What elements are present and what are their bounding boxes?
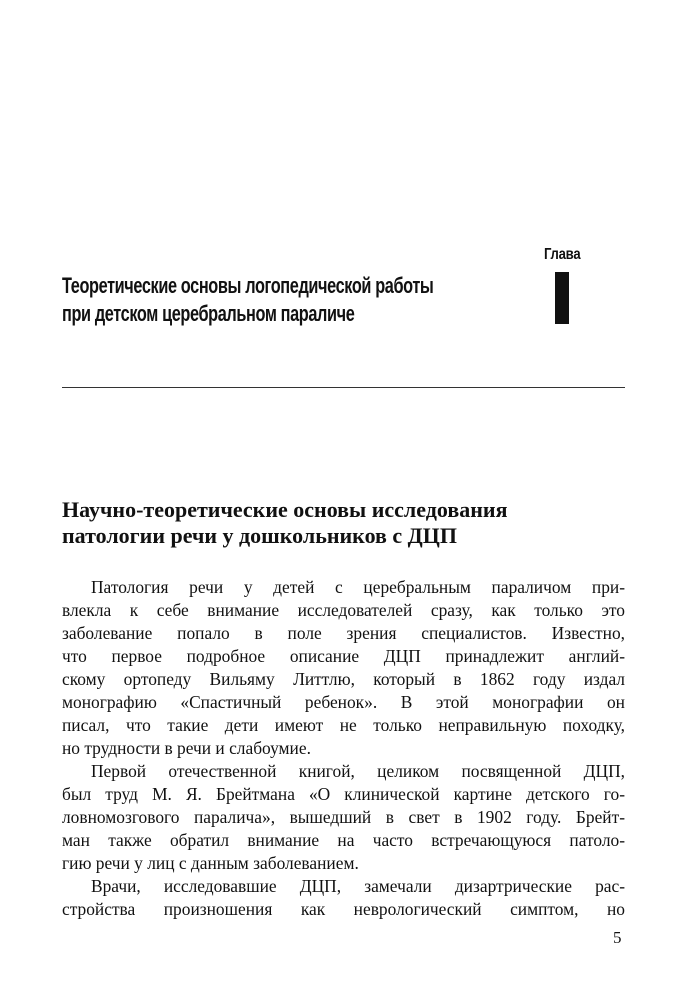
- chapter-label: Глава: [544, 246, 581, 263]
- chapter-title-line: Теоретические основы логопедической работы: [62, 273, 434, 298]
- paragraph-line: Первой отечественной книгой, целиком посвященной ДЦП,: [91, 761, 625, 781]
- page-number: 5: [613, 928, 622, 947]
- paragraph-line: писал, что такие дети имеют не только неправильную походку,: [62, 715, 625, 735]
- body-text: [62, 576, 625, 921]
- chapter-divider: [62, 387, 625, 388]
- section-title-line: Научно-теоретические основы исследования: [62, 497, 508, 522]
- paragraph-line: ман также обратил внимание на часто встречающуюся патоло-: [62, 830, 625, 850]
- section-title: [62, 497, 632, 549]
- paragraph-line: Патология речи у детей с церебральным параличом при-: [91, 577, 625, 597]
- paragraph-line: скому ортопеду Вильяму Литтлю, который в 1862 году издал: [62, 669, 625, 689]
- paragraph-line: заболевание попало в поле зрения специалистов. Известно,: [62, 623, 625, 643]
- paragraph-line: что первое подробное описание ДЦП принадлежит англий-: [62, 646, 625, 666]
- paragraph-line: влекла к себе внимание исследователей сразу, как только это: [62, 600, 625, 620]
- paragraph-line: стройства произношения как неврологический симптом, но: [62, 899, 625, 919]
- paragraph-line: был труд М. Я. Брейтмана «О клинической картине детского го-: [62, 784, 625, 804]
- paragraph-line: монографию «Спастичный ребенок». В этой монографии он: [62, 692, 625, 712]
- paragraph-line: но трудности в речи и слабоумие.: [62, 738, 311, 758]
- paragraph-line: Врачи, исследовавшие ДЦП, замечали дизартрические рас-: [91, 876, 625, 896]
- chapter-title: [62, 272, 433, 328]
- chapter-title-line: при детском церебральном параличе: [62, 301, 355, 326]
- chapter-number-roman-one: [555, 272, 569, 324]
- section-title-line: патологии речи у дошкольников с ДЦП: [62, 523, 458, 548]
- paragraph-line: гию речи у лиц с данным заболеванием.: [62, 853, 359, 873]
- paragraph-line: ловномозгового паралича», вышедший в свет в 1902 году. Брейт-: [62, 807, 625, 827]
